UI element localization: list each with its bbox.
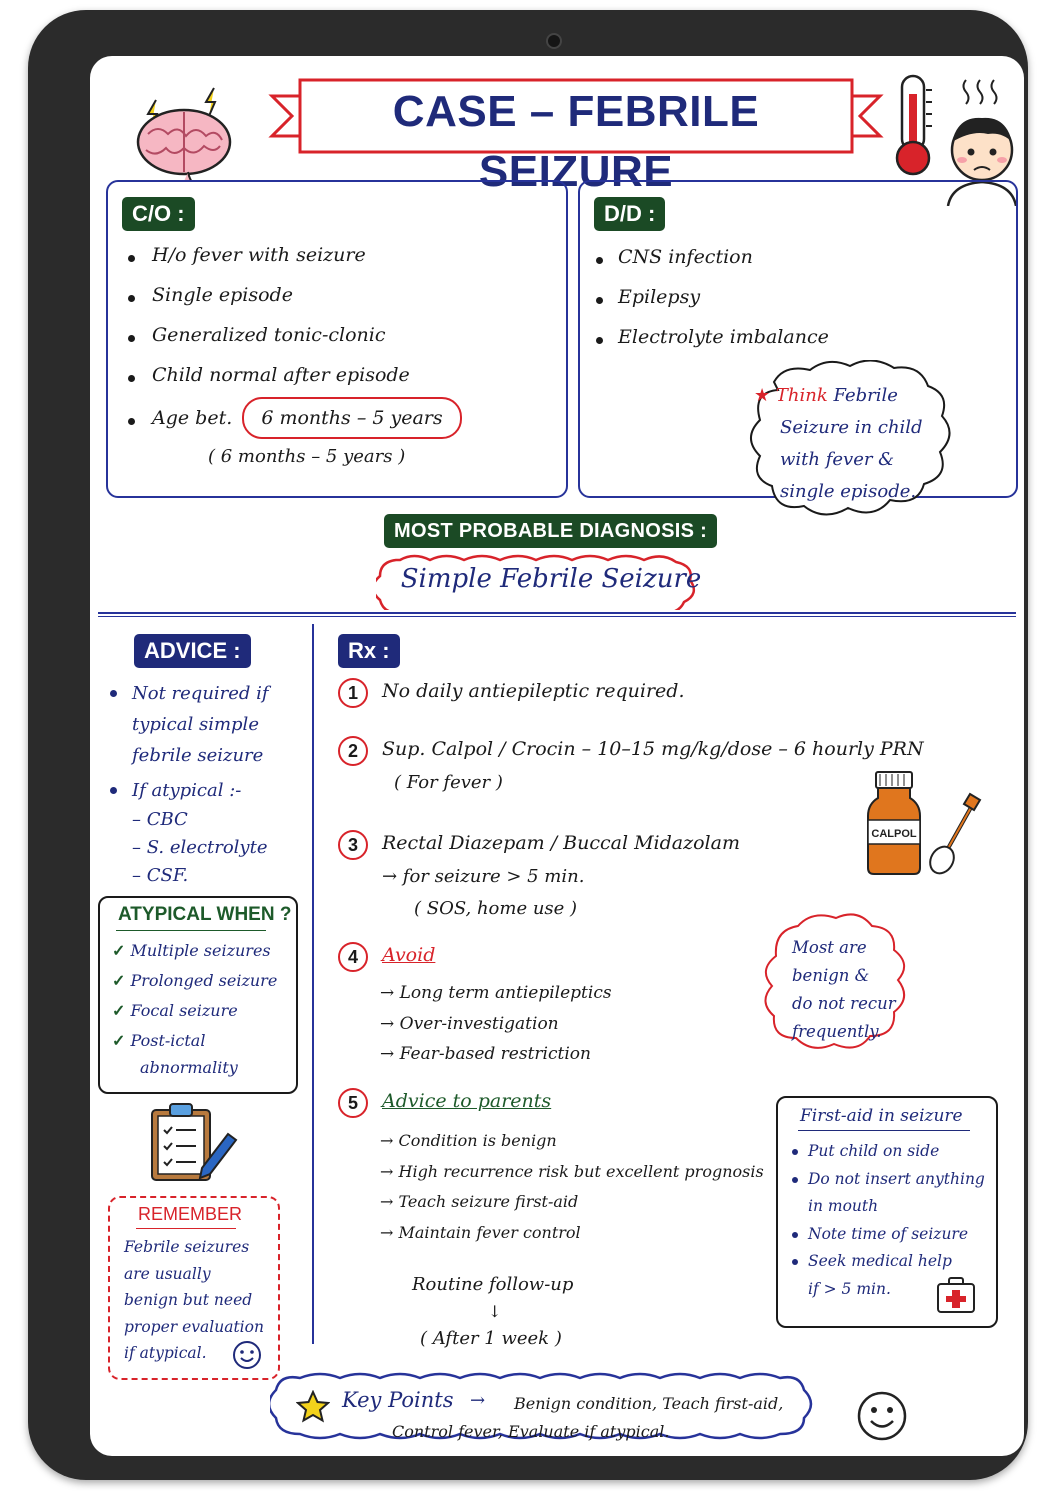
list-item: CNS infection [596,246,956,274]
advice-heading: ADVICE : [134,634,251,668]
list-item: Child normal after episode [128,364,528,392]
key-points-line2: Control fever, Evaluate if atypical. [392,1422,670,1441]
star-icon: ★ [754,385,771,406]
list-item: Not required if [106,678,306,709]
rx-item-4-subs: → Long term antiepileptics → Over-investigation → Fear-based restriction [380,983,612,1064]
list-item: If atypical :- [106,775,306,806]
medicine-bottle-icon [862,768,988,878]
remember-text: Febrile seizures are usually benign but need proper evaluation if atypical. [124,1238,264,1362]
rx-item-3-sub: → for seizure > 5 min. [382,866,585,887]
check-icon: ✓ [112,1031,126,1050]
bottle-label: CALPOL [871,828,917,840]
rx-number: 3 [338,830,368,860]
age-range-oval: 6 months – 5 years [242,397,462,439]
rx-number: 4 [338,942,368,972]
differential-heading: D/D : [594,197,665,231]
list-item: Do not insert anything [790,1166,990,1194]
divider [98,612,1016,614]
think-note: ★ Think Febrile Seizure in child with fever & single episode. [754,385,923,502]
underline [798,1130,970,1131]
rx-item-2: Sup. Calpol / Crocin – 10–15 mg/kg/dose – 6 hourly PRN [382,738,924,760]
check-icon: ✓ [112,971,126,990]
star-icon [296,1390,330,1424]
tablet-frame [28,10,1028,1480]
key-points-arrow: → [470,1390,486,1411]
spoon-icon [925,794,980,878]
complaints-heading: C/O : [122,197,195,231]
age-note: ( 6 months – 5 years ) [208,446,406,467]
rx-heading: Rx : [338,634,400,668]
list-item: ✓ Prolonged seizure [112,971,278,990]
page-title: CASE – FEBRILE SEIZURE [392,87,760,196]
screen [90,56,1024,1456]
rx-item-2-sub: ( For fever ) [394,772,503,793]
list-item: Epilepsy [596,286,956,314]
list-item: Electrolyte imbalance [596,326,956,354]
list-item: ✓ Focal seizure [112,1001,238,1020]
rx-item-3: Rectal Diazepam / Buccal Midazolam [382,832,740,854]
rx-number: 1 [338,678,368,708]
followup-after: ( After 1 week ) [420,1328,562,1349]
check-icon: ✓ [112,941,126,960]
advice-list: Not required if typical simple febrile seizure If atypical :- – CBC – S. electrolyte – CSF. [106,678,306,890]
key-points-line1: Benign condition, Teach first-aid, [514,1394,784,1413]
camera-dot [546,33,562,49]
column-divider [312,624,314,1344]
followup-arrow: ↓ [488,1302,502,1321]
rx-item-1: No daily antiepileptic required. [382,680,685,702]
diagnosis-heading: MOST PROBABLE DIAGNOSIS : [384,514,717,548]
clipboard-icon [146,1100,242,1186]
atypical-list: ✓ Multiple seizures ✓ Prolonged seizure ✓ Focal seizure ✓ Post-ictal abnormality [112,936,292,1080]
list-item: Single episode [128,284,528,312]
list-item: Age bet. [128,407,528,435]
rx-item-4: Avoid [382,944,436,966]
rx-item-5: Advice to parents [382,1090,552,1112]
underline [136,1228,236,1229]
divider [98,616,1016,617]
rx-item-5-subs: → Condition is benign → High recurrence risk but excellent prognosis → Teach seizure first-aid → Maintain fever control [380,1131,764,1242]
remember-heading: REMEMBER [138,1204,243,1224]
rx-item-3-sub: ( SOS, home use ) [414,898,578,919]
followup: Routine follow-up [412,1274,574,1295]
rx-number: 2 [338,736,368,766]
rx-number: 5 [338,1088,368,1118]
underline [116,930,266,931]
first-aid-heading: First-aid in seizure [800,1106,963,1126]
atypical-heading: ATYPICAL WHEN ? [118,904,292,925]
brain-icon [126,70,236,180]
first-aid-kit-icon [936,1276,976,1314]
benign-note: Most are benign & do not recur frequently. [792,938,896,1041]
list-item: Generalized tonic-clonic [128,324,528,352]
check-icon: ✓ [112,1001,126,1020]
list-item: ✓ Post-ictal [112,1031,206,1050]
diagnosis-value: Simple Febrile Seizure [400,564,702,594]
list-item: Note time of seizure [790,1221,990,1249]
smiley-icon [856,1390,908,1442]
list-item: Put child on side [790,1138,990,1166]
list-item: Seek medical help [790,1248,990,1276]
first-aid-list: Put child on side Do not insert anything in mouth Note time of seizure Seek medical help if > 5 min. [790,1138,990,1303]
list-item: H/o fever with seizure [128,244,528,272]
smiley-icon [232,1340,262,1370]
key-points-label: Key Points [342,1388,454,1412]
list-item: ✓ Multiple seizures [112,941,271,960]
